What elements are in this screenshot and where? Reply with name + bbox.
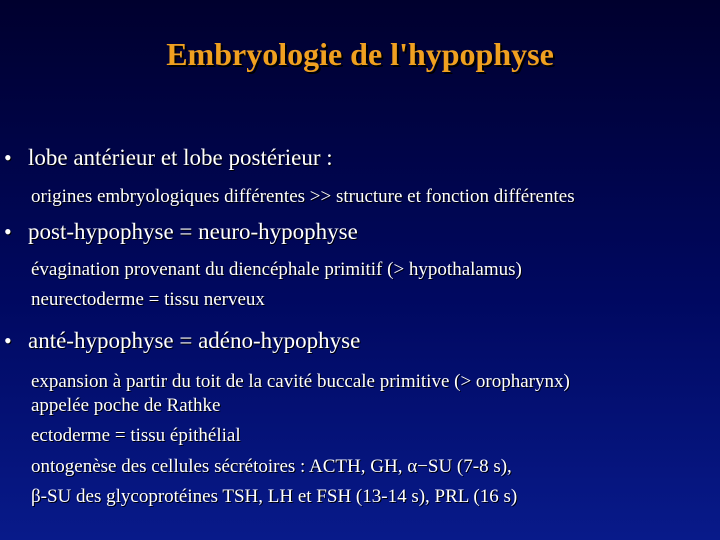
bullet-1-details [31, 186, 575, 207]
bullet-2-details [31, 259, 522, 310]
bullet-glyph: • [4, 145, 12, 170]
detail-line: expansion à partir du toit de la cavité buccale primitive (> oropharynx) [31, 371, 570, 392]
bullet-3-text: anté-hypophyse = adéno-hypophyse [28, 328, 361, 353]
bullet-2 [4, 219, 358, 245]
bullet-glyph: • [4, 328, 12, 353]
detail-line: ectoderme = tissu épithélial [31, 425, 241, 446]
detail-line: neurectoderme = tissu nerveux [31, 289, 265, 310]
bullet-1-text: lobe antérieur et lobe postérieur : [28, 145, 333, 170]
bullet-3-details [31, 371, 570, 507]
bullet-2-text: post-hypophyse = neuro-hypophyse [28, 219, 358, 244]
bullet-3 [4, 328, 360, 354]
detail-line: origines embryologiques différentes >> structure et fonction différentes [31, 186, 575, 207]
detail-line: ontogenèse des cellules sécrétoires : ACTH, GH, α−SU (7-8 s), [31, 456, 512, 477]
bullet-glyph: • [4, 219, 12, 244]
detail-line: évagination provenant du diencéphale primitif (> hypothalamus) [31, 259, 522, 280]
slide-title: Embryologie de l'hypophyse [166, 36, 554, 72]
bullet-1 [4, 145, 333, 171]
detail-line: appelée poche de Rathke [31, 395, 221, 416]
detail-line: β-SU des glycoprotéines TSH, LH et FSH (13-14 s), PRL (16 s) [31, 486, 518, 507]
